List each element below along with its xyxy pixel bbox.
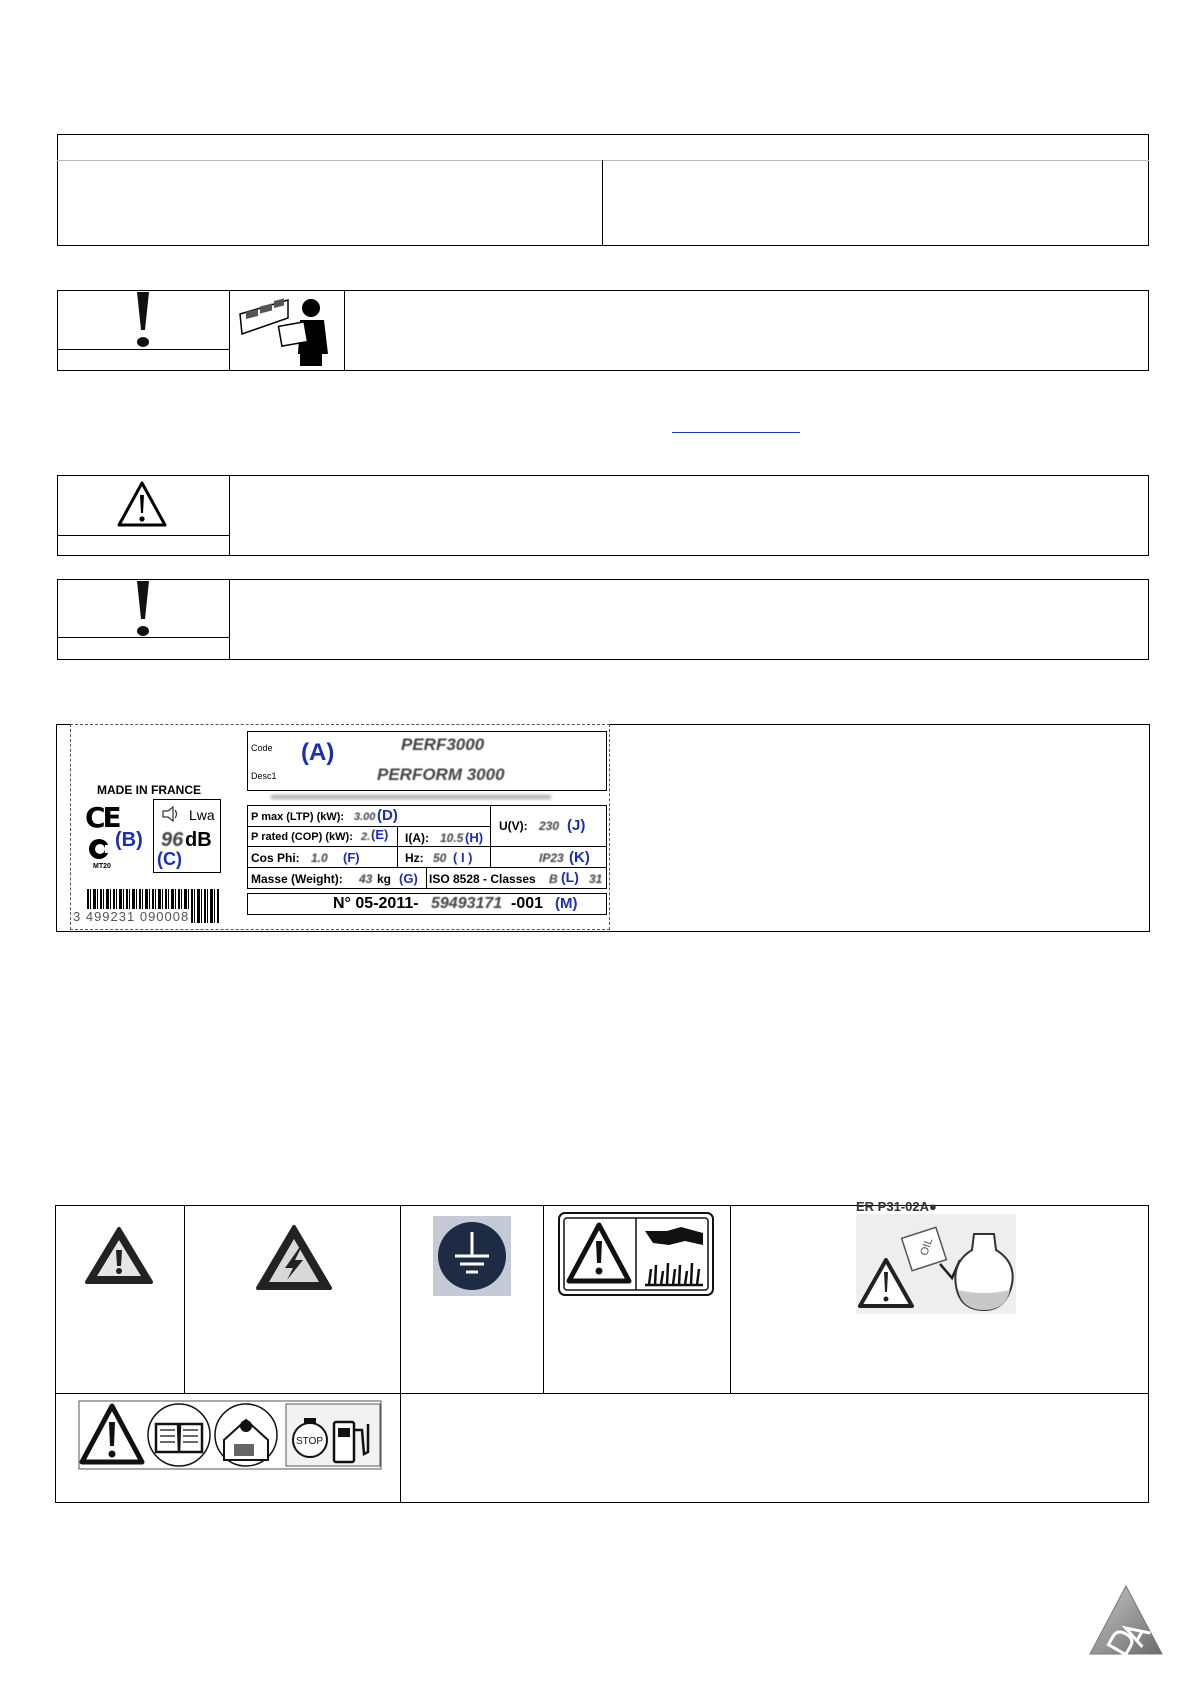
voltage-value: 230: [539, 819, 560, 833]
brand-logo-icon: [1088, 1584, 1164, 1656]
hz-value: 50: [433, 851, 447, 865]
hot-surface-warning-icon: [557, 1211, 715, 1297]
ref-i: ( I ): [453, 850, 473, 865]
ref-j: (J): [567, 817, 586, 834]
manual-notice-table: [57, 290, 1149, 371]
read-manual-person-icon: [238, 294, 338, 368]
general-warning-icon: [84, 1226, 154, 1286]
current-value: 10.5: [440, 831, 464, 845]
pictograms-col-1: [184, 1205, 185, 1393]
prated-value: 2.: [361, 831, 371, 843]
ref-d: (D): [377, 807, 398, 824]
hz-label: Hz:: [405, 851, 424, 865]
oil-code-label: ER P31-02A●: [856, 1199, 937, 1214]
certification-mark-icon: [87, 837, 115, 861]
oil-can-label: OIL: [918, 1236, 936, 1258]
warning-notice-divider: [229, 475, 230, 556]
ce-mark-icon: CE: [85, 801, 119, 834]
lwa-value: 96: [161, 829, 184, 851]
ref-e: (E): [371, 827, 389, 842]
current-label: I(A):: [405, 831, 429, 845]
warning-triangle-icon: [116, 480, 168, 528]
info-table-column-divider: [602, 160, 603, 246]
pictograms-col-4: [730, 1205, 731, 1393]
serial-suffix: -001: [511, 895, 544, 912]
made-in-label: MADE IN FRANCE: [97, 783, 201, 797]
ref-a: (A): [301, 739, 335, 766]
mass-value: 43: [359, 872, 373, 886]
mass-unit: kg: [377, 872, 392, 886]
ref-c: (C): [157, 849, 182, 869]
pictograms-col-3: [543, 1205, 544, 1393]
mt20-label: MT20: [93, 863, 111, 870]
manual-notice-divider-1: [229, 290, 230, 371]
pmax-value: 3.00: [354, 811, 376, 823]
code-label: Code: [251, 743, 273, 753]
oil-level-check-icon: [856, 1214, 1016, 1314]
info-table: [57, 134, 1149, 246]
serial-prefix: N° 05-2011-: [333, 895, 419, 912]
specs-col-c: [490, 846, 491, 867]
serial-value: 59493171: [431, 895, 503, 912]
voltage-label: U(V):: [499, 819, 528, 833]
ref-b: (B): [115, 829, 143, 851]
warning-notice-icon-caption-line: [57, 535, 229, 536]
earth-ground-icon: [433, 1216, 511, 1296]
specs-row-3: [247, 867, 607, 868]
hyperlink-underline[interactable]: [672, 432, 800, 433]
mass-label: Masse (Weight):: [251, 872, 343, 886]
exclamation-icon: [128, 290, 158, 350]
specs-col-a: [490, 805, 491, 847]
desc-value: PERFORM 3000: [377, 765, 505, 784]
specs-row-1: [247, 826, 490, 827]
barcode-number: 3 499231 090008: [73, 909, 190, 924]
caution-notice-divider: [229, 579, 230, 660]
lwa-unit: dB: [185, 829, 212, 851]
pictograms-col-2: [400, 1205, 401, 1503]
iso-label: ISO 8528 - Classes: [429, 872, 536, 886]
ref-l: (L): [561, 869, 579, 885]
electrical-hazard-icon: [255, 1224, 333, 1292]
specs-col-b: [397, 826, 398, 867]
manual-notice-divider-2: [344, 290, 345, 371]
sound-icon: [161, 805, 181, 823]
ref-g: (G): [399, 871, 418, 886]
pmax-label: P max (LTP) (kW):: [251, 811, 345, 823]
prated-label: P rated (COP) (kW):: [251, 831, 353, 843]
exclamation-icon: [128, 579, 158, 639]
warning-notice-table: [57, 475, 1149, 556]
info-table-header-divider: [57, 160, 1149, 161]
stop-label: STOP: [296, 1436, 324, 1447]
code-value: PERF3000: [401, 735, 485, 754]
ref-f: (F): [343, 850, 360, 865]
ref-k: (K): [569, 849, 590, 866]
blurred-address-line: [271, 795, 551, 799]
cosphi-value: 1.0: [311, 851, 328, 865]
safety-instructions-strip-icon: [78, 1400, 382, 1470]
pictograms-row-divider: [55, 1393, 1149, 1394]
iso-suffix: 31: [589, 872, 603, 886]
specs-col-d: [426, 867, 427, 889]
specs-row-2: [247, 846, 607, 847]
cosphi-label: Cos Phi:: [251, 851, 300, 865]
lwa-label: Lwa: [189, 807, 215, 823]
rating-plate: [70, 724, 610, 930]
ref-h: (H): [465, 830, 484, 845]
serial-box: [247, 893, 607, 915]
ip-value: IP23: [539, 851, 564, 865]
caution-notice-table: [57, 579, 1149, 660]
desc-label: Desc1: [251, 771, 277, 781]
ref-m: (M): [555, 895, 578, 912]
iso-class: B: [549, 872, 558, 886]
